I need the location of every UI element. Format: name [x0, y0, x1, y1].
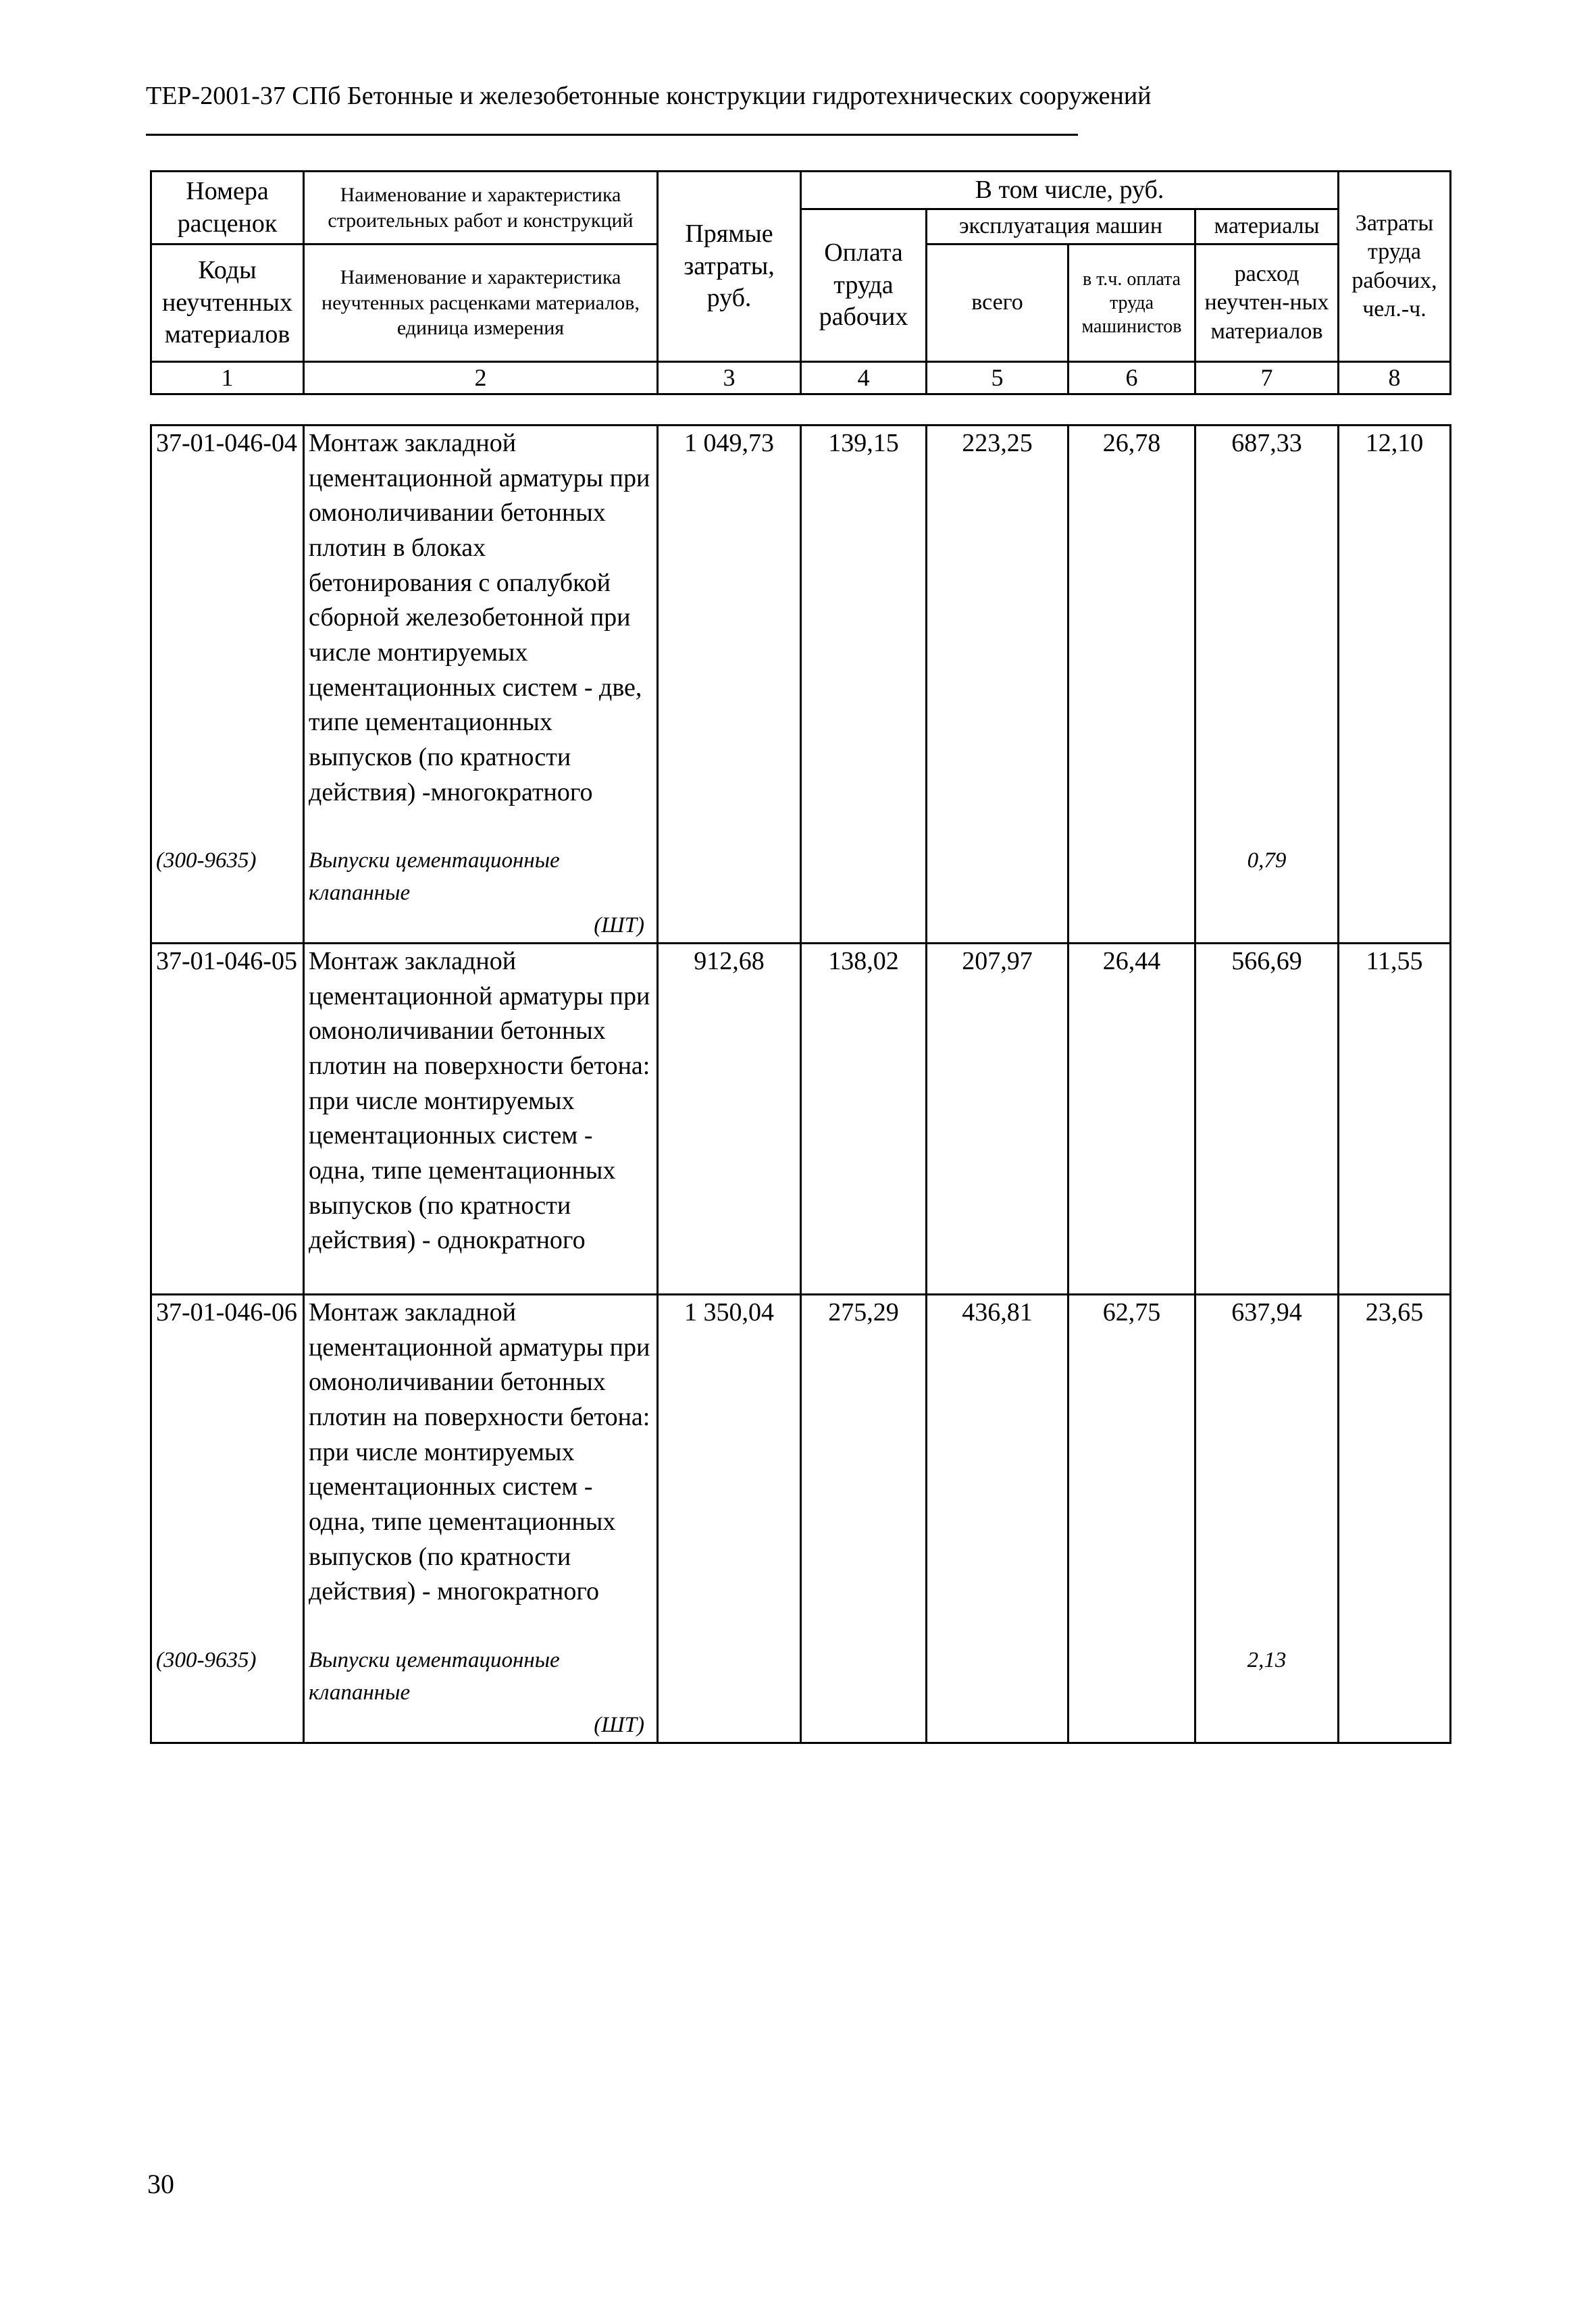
material-row [151, 1645, 1451, 1743]
header-group: В том числе, руб. [801, 172, 1339, 209]
machines-total: 207,97 [927, 943, 1069, 1258]
labor-hours: 11,55 [1339, 943, 1451, 1258]
header-number: 7 [1195, 362, 1339, 394]
table-row [151, 426, 1451, 811]
rate-name: Монтаж закладной цементационной арматуры при омоноличивании бетонных плотин на поверхности бетона: при числе монтируемых цементационных систем - одна, типе цементационных выпусков (по кратности действия) - однократного [304, 943, 658, 1258]
header-number: 3 [658, 362, 801, 394]
header-col7: расход неучтен-ных материалов [1195, 245, 1339, 362]
machinists-pay: 26,78 [1069, 426, 1195, 811]
header-col2-bottom: Наименование и характеристика неучтенных расценками материалов, единица измерения [304, 245, 658, 362]
header-number: 2 [304, 362, 658, 394]
header-number: 1 [151, 362, 304, 394]
header-rule [146, 134, 1078, 136]
table-row [151, 1294, 1451, 1610]
labor-pay: 138,02 [801, 943, 927, 1258]
direct-costs: 912,68 [658, 943, 801, 1258]
header-col1-bottom: Коды неучтенных материалов [151, 245, 304, 362]
header-col3: Прямые затраты, руб. [658, 172, 801, 362]
machines-total: 436,81 [927, 1294, 1069, 1610]
header-col8: Затраты труда рабочих, чел.-ч. [1339, 172, 1451, 362]
material-quantity: 0,79 [1195, 845, 1339, 943]
header-col6: в т.ч. оплата труда машинистов [1069, 245, 1195, 362]
materials-cost: 687,33 [1195, 426, 1339, 811]
material-code: (300-9635) [151, 845, 304, 943]
header-machines: эксплуатация машин [927, 209, 1195, 245]
header-number: 8 [1339, 362, 1451, 394]
direct-costs: 1 049,73 [658, 426, 801, 811]
material-unit: (ШТ) [594, 913, 644, 938]
header-number: 4 [801, 362, 927, 394]
table-row [151, 943, 1451, 1258]
rate-code: 37-01-046-06 [151, 1294, 304, 1610]
rate-code: 37-01-046-04 [151, 426, 304, 811]
material-description [304, 845, 658, 943]
labor-hours: 12,10 [1339, 426, 1451, 811]
material-code: (300-9635) [151, 1645, 304, 1743]
material-quantity: 2,13 [1195, 1645, 1339, 1743]
document-header: ТЕР-2001-37 СПб Бетонные и железобетонные конструкции гидротехнических сооружений [146, 82, 1152, 110]
material-unit: (ШТ) [594, 1712, 644, 1737]
machinists-pay: 62,75 [1069, 1294, 1195, 1610]
header-col4: Оплата труда рабочих [801, 209, 927, 362]
material-row [151, 845, 1451, 943]
rates-table [150, 424, 1451, 1744]
material-name: Выпуски цементационные клапанные [309, 1648, 560, 1705]
labor-pay: 139,15 [801, 426, 927, 811]
rate-name: Монтаж закладной цементационной арматуры при омоноличивании бетонных плотин в блоках бетонирования с опалубкой сборной железобетонной при числе монтируемых цементационных систем - две, типе цементационных выпусков (по кратности действия) -многократного [304, 426, 658, 811]
labor-pay: 275,29 [801, 1294, 927, 1610]
materials-cost: 566,69 [1195, 943, 1339, 1258]
machinists-pay: 26,44 [1069, 943, 1195, 1258]
header-col1-top: Номера расценок [151, 172, 304, 245]
material-name: Выпуски цементационные клапанные [309, 848, 560, 906]
machines-total: 223,25 [927, 426, 1069, 811]
direct-costs: 1 350,04 [658, 1294, 801, 1610]
header-col2-top: Наименование и характеристика строительных работ и конструкций [304, 172, 658, 245]
labor-hours: 23,65 [1339, 1294, 1451, 1610]
rate-code: 37-01-046-05 [151, 943, 304, 1258]
page-number: 30 [147, 2169, 174, 2199]
material-description [304, 1645, 658, 1743]
header-col5: всего [927, 245, 1069, 362]
header-number: 5 [927, 362, 1069, 394]
rate-name: Монтаж закладной цементационной арматуры при омоноличивании бетонных плотин на поверхности бетона: при числе монтируемых цементационных систем - одна, типе цементационных выпусков (по кратности действия) - многократного [304, 1294, 658, 1610]
header-number: 6 [1069, 362, 1195, 394]
table-header [150, 170, 1451, 395]
materials-cost: 637,94 [1195, 1294, 1339, 1610]
header-materials: материалы [1195, 209, 1339, 245]
